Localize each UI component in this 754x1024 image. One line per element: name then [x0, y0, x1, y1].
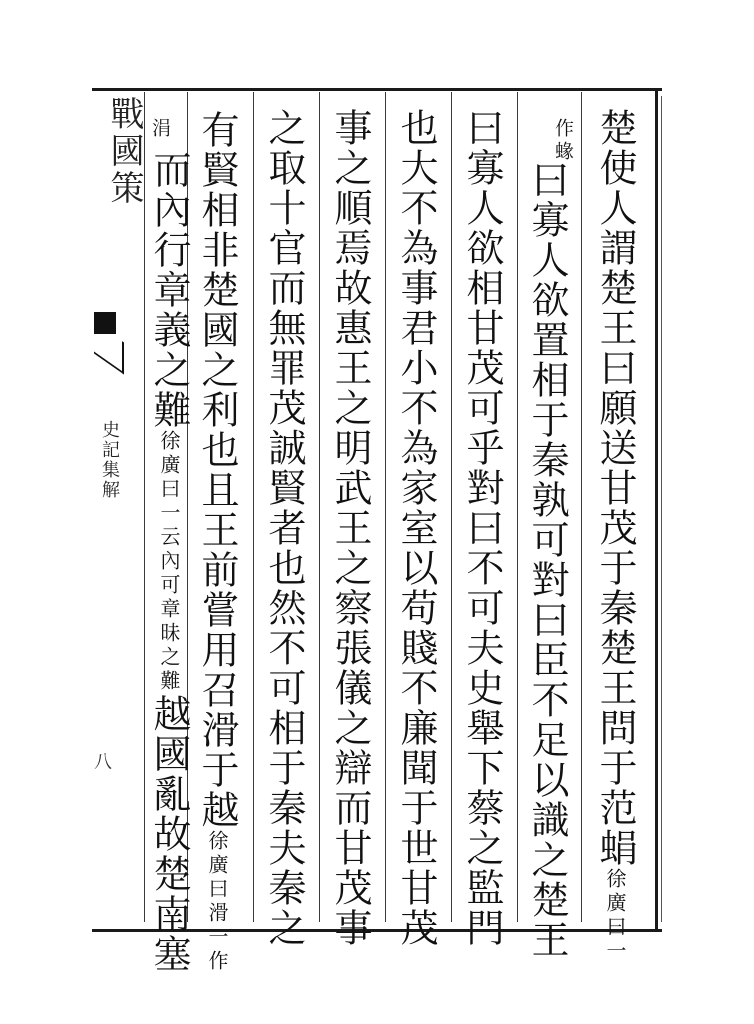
page-number: 八 [94, 752, 112, 773]
text-column-5: 事之順焉故惠王之明武王之察張儀之辯而甘茂事 [328, 108, 372, 948]
frame-right-thin-rule [661, 96, 662, 922]
text-column-4: 也大不為事君小不為家室以苟賤不廉聞于世甘茂 [394, 108, 438, 948]
text-column-7 [195, 110, 239, 974]
column-8-top-note: 涓 [149, 118, 171, 141]
column-divider [144, 92, 145, 922]
column-main-text: 有賢相非楚國之利也且王前嘗用召滑于越 [195, 110, 239, 830]
column-main-text-continued: 越國亂故楚南塞 [147, 694, 191, 974]
text-column-8 [147, 150, 191, 974]
book-title: 史記集解 [99, 420, 120, 500]
text-column-2: 曰寡人欲置相于秦孰可對曰臣不足以識之楚王 [525, 160, 569, 960]
gutter-title: 戰國策 [104, 96, 144, 207]
page-gutter [96, 90, 144, 926]
column-divider [451, 92, 452, 922]
column-divider [517, 92, 518, 922]
column-divider [581, 92, 582, 922]
text-column-1 [593, 108, 637, 964]
column-note: 徐廣曰滑一作 [205, 830, 229, 974]
column-divider [253, 92, 254, 922]
column-2-top-note: 作蝝 [552, 118, 574, 164]
column-divider [319, 92, 320, 922]
frame-right-rule [655, 88, 658, 929]
text-column-6: 之取十官而無罪茂誠賢者也然不可相于秦夫秦之 [262, 108, 306, 948]
column-divider [385, 92, 386, 922]
column-main-text: 而內行章義之難 [147, 150, 191, 430]
column-note: 徐廣曰一 [603, 868, 627, 964]
text-column-3: 曰寡人欲相甘茂可乎對曰不可夫史舉下蔡之監門 [460, 108, 504, 948]
column-note: 徐廣曰一云內可章昧之難 [157, 430, 181, 694]
column-main-text: 楚使人謂楚王曰願送甘茂于秦楚王問于范蜎 [593, 108, 637, 868]
